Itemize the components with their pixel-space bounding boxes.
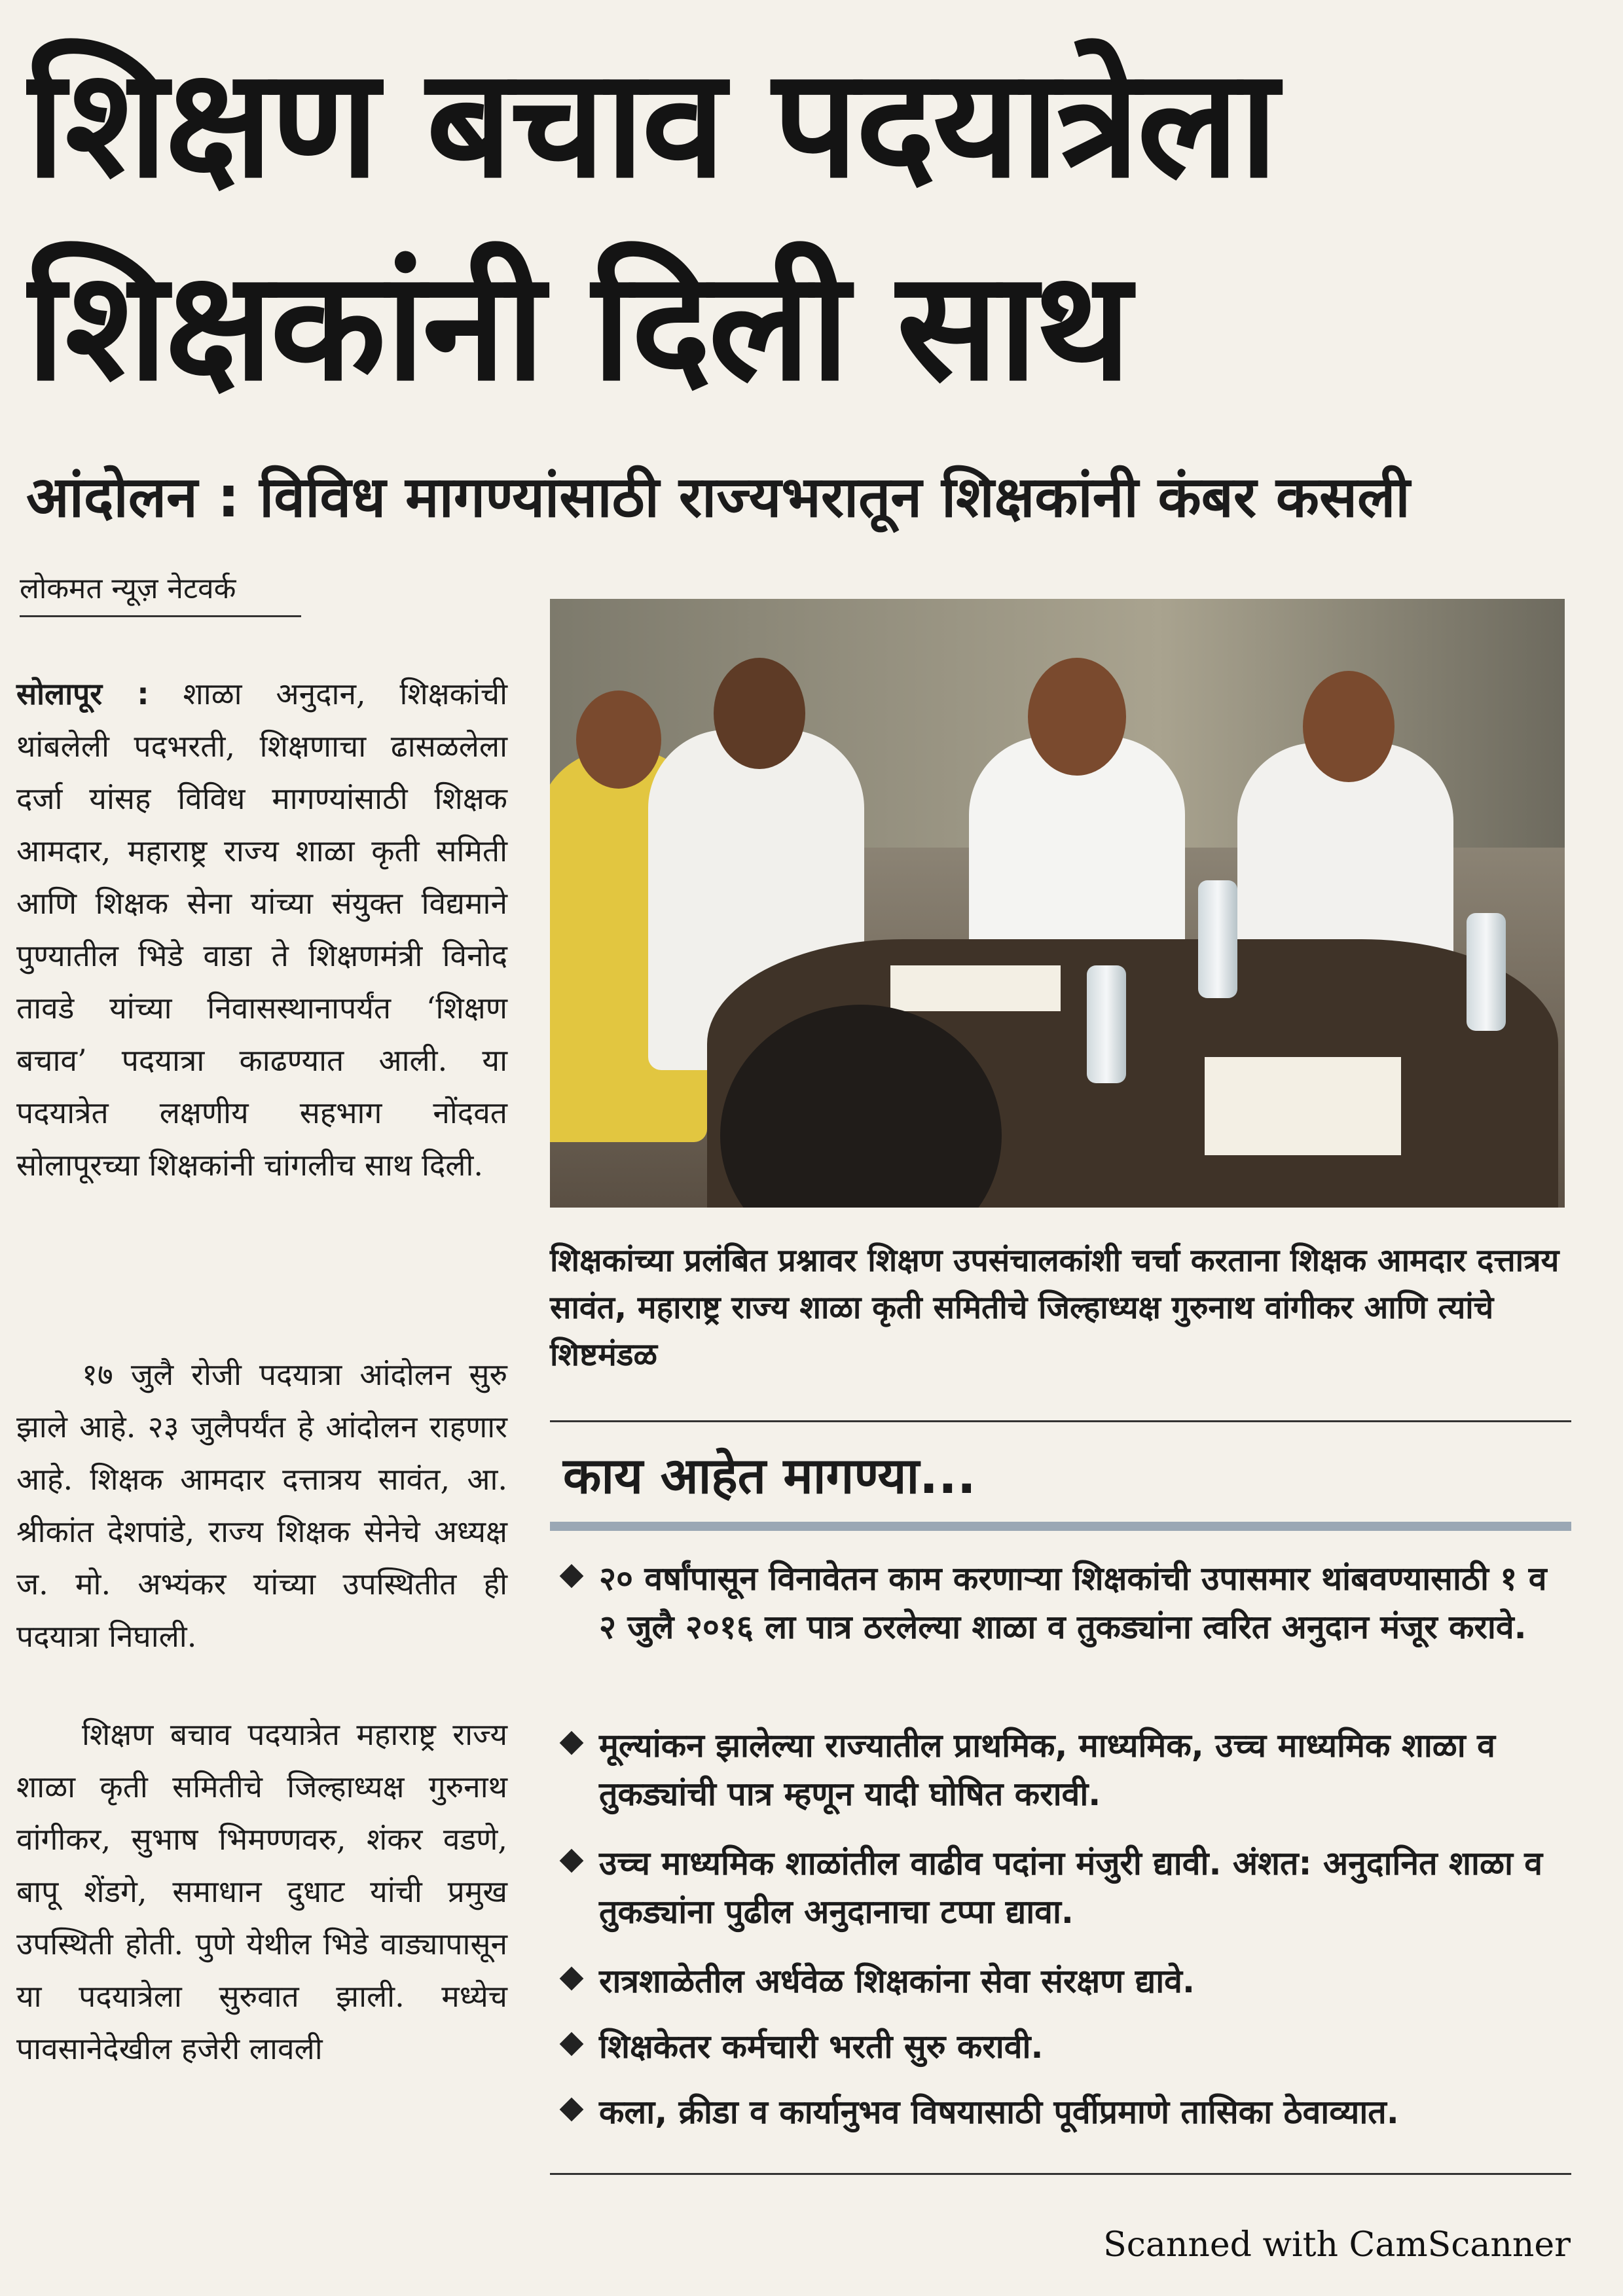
photo-head-left [576, 691, 661, 789]
diamond-bullet-icon [560, 1731, 584, 1755]
photo-head-center [1028, 658, 1126, 776]
photo-head-right [1303, 671, 1395, 782]
photo-papers [890, 965, 1061, 1011]
divider [550, 1420, 1571, 1422]
paragraph-1-text: शाळा अनुदान, शिक्षकांची थांबलेली पदभरती, शिक्षणाचा ढासळलेला दर्जा यांसह विविध मागण्यांसाठी शिक्षक आमदार, महाराष्ट्र राज्य शाळा कृती समिती आणि शिक्षक सेना यांच्या संयुक्त विद्यमाने पुण्यातील भिडे वाडा ते शिक्षणमंत्री विनोद तावडे यांच्या निवासस्थानापर्यंत ‘शिक्षण बचाव’ पदयात्रा काढण्यात आली. या पदयात्रेत लक्षणीय सहभाग नोंदवत सोलापूरच्या शिक्षकांनी चांगलीच साथ दिली. [16, 676, 507, 1183]
demands-heading: काय आहेत मागण्या... [563, 1446, 976, 1505]
headline-line-1: शिक्षण बचाव पदयात्रेला [26, 37, 1276, 211]
demand-text: शिक्षकेतर कर्मचारी भरती सुरु करावी. [599, 2028, 1044, 2066]
diamond-bullet-icon [560, 1967, 584, 1991]
paragraph-2-text: १७ जुलै रोजी पदयात्रा आंदोलन सुरु झाले आहे. २३ जुलैपर्यंत हे आंदोलन राहणार आहे. शिक्षक आमदार दत्तात्रय सावंत, आ. श्रीकांत देशपांडे, राज्य शिक्षक सेनेचे अध्यक्ष ज. मो. अभ्यंकर यांच्या उपस्थितीत ही पदयात्रा निघाली. [16, 1357, 507, 1654]
article-paragraph-1 [16, 668, 507, 1191]
photo-caption: शिक्षकांच्या प्रलंबित प्रश्नावर शिक्षण उपसंचालकांशी चर्चा करताना शिक्षक आमदार दत्तात्रय सावंत, महाराष्ट्र राज्य शाळा कृती समितीचे जिल्हाध्यक्ष गुरुनाथ वांगीकर आणि त्यांचे शिष्टमंडळ [550, 1242, 1559, 1373]
demand-text: कला, क्रीडा व कार्यानुभव विषयासाठी पूर्वीप्रमाणे तासिका ठेवाव्यात. [599, 2093, 1399, 2131]
paragraph-3-text: शिक्षण बचाव पदयात्रेत महाराष्ट्र राज्य शाळा कृती समितीचे जिल्हाध्यक्ष गुरुनाथ वांगीकर, सुभाष भिमण्णवरु, शंकर वडणे, बापू शेंडगे, समाधान दुधाट यांची प्रमुख उपस्थिती होती. पुणे येथील भिडे वाड्यापासून या पदयात्रेला सुरुवात झाली. मध्येच पावसानेदेखील हजेरी लावली [16, 1717, 507, 2066]
demand-text: रात्रशाळेतील अर्धवेळ शिक्षकांना सेवा संरक्षण द्यावे. [599, 1962, 1195, 2000]
demand-item [563, 2022, 1571, 2071]
demand-item [563, 2088, 1571, 2136]
diamond-bullet-icon [560, 2098, 584, 2122]
article-paragraph-3 [16, 1708, 507, 2075]
demand-text: उच्च माध्यमिक शाळांतील वाढीव पदांना मंजुरी द्यावी. अंशत: अनुदानित शाळा व तुकड्यांना पुढील अनुदानाचा टप्पा द्यावा. [599, 1844, 1543, 1931]
demand-item [563, 1957, 1571, 2005]
meeting-photo [550, 599, 1565, 1208]
diamond-bullet-icon [560, 2032, 584, 2056]
article-paragraph-2 [16, 1348, 507, 1662]
photo-papers-2 [1205, 1057, 1401, 1155]
diamond-bullet-icon [560, 1564, 584, 1588]
demand-item [563, 1554, 1571, 1651]
demand-item [563, 1839, 1571, 1936]
byline: लोकमत न्यूज़ नेटवर्क [20, 569, 301, 617]
demand-item [563, 1721, 1571, 1818]
photo-head-2 [714, 658, 805, 769]
demand-text: २० वर्षांपासून विनावेतन काम करणाऱ्या शिक्षकांची उपासमार थांबवण्यासाठी १ व २ जुलै २०१६ ला पात्र ठरलेल्या शाळा व तुकड्यांना त्वरित अनुदान मंजूर करावे. [599, 1560, 1547, 1646]
photo-bottle-3 [1467, 913, 1506, 1031]
subheadline: आंदोलन : विविध मागण्यांसाठी राज्यभरातून शिक्षकांनी कंबर कसली [26, 465, 1410, 530]
diamond-bullet-icon [560, 1849, 584, 1873]
headline-line-2: शिक्षकांनी दिली साथ [26, 240, 1129, 414]
dateline: सोलापूर : [16, 676, 149, 711]
photo-bottle-1 [1198, 880, 1237, 998]
bottom-divider [550, 2173, 1571, 2175]
demands-heading-underline [550, 1522, 1571, 1531]
demand-text: मूल्यांकन झालेल्या राज्यातील प्राथमिक, माध्यमिक, उच्च माध्यमिक शाळा व तुकड्यांची पात्र म्हणून यादी घोषित करावी. [599, 1727, 1495, 1813]
photo-bottle-2 [1087, 965, 1126, 1083]
scanner-watermark: Scanned with CamScanner [1103, 2225, 1571, 2265]
